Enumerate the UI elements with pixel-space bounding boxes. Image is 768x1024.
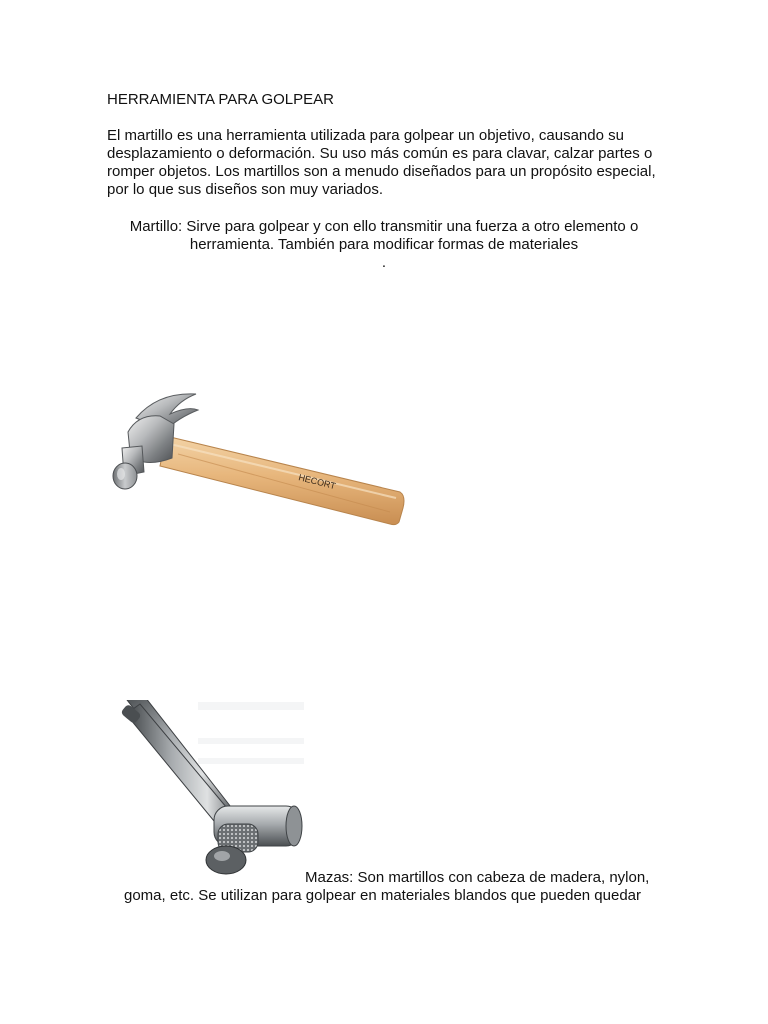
intro-line: por lo que sus diseños son muy variados. [107, 181, 383, 198]
intro-paragraph [107, 127, 667, 199]
martillo-line: herramienta. También para modificar formas de materiales [189, 236, 579, 253]
mazas-line: goma, etc. Se utilizan para golpear en materiales blandos que pueden quedar [124, 887, 642, 904]
intro-line: romper objetos. Los martillos son a menudo diseñados para un propósito especial, [107, 163, 656, 180]
claw-hammer-image [108, 388, 408, 530]
hammer-brand-text: HECORT [297, 472, 337, 492]
martillo-line: Martillo: Sirve para golpear y con ello transmitir una fuerza a otro elemento o [129, 218, 639, 235]
page-heading: HERRAMIENTA PARA GOLPEAR [107, 91, 334, 108]
mazas-line: Mazas: Son martillos con cabeza de madera, nylon, [305, 869, 650, 886]
martillo-line: . [381, 254, 387, 271]
intro-line: El martillo es una herramienta utilizada para golpear un objetivo, causando su [107, 127, 624, 144]
steel-mallet-image [118, 700, 304, 878]
martillo-description [100, 218, 668, 272]
intro-line: desplazamiento o deformación. Su uso más común es para clavar, calzar partes o [107, 145, 653, 162]
